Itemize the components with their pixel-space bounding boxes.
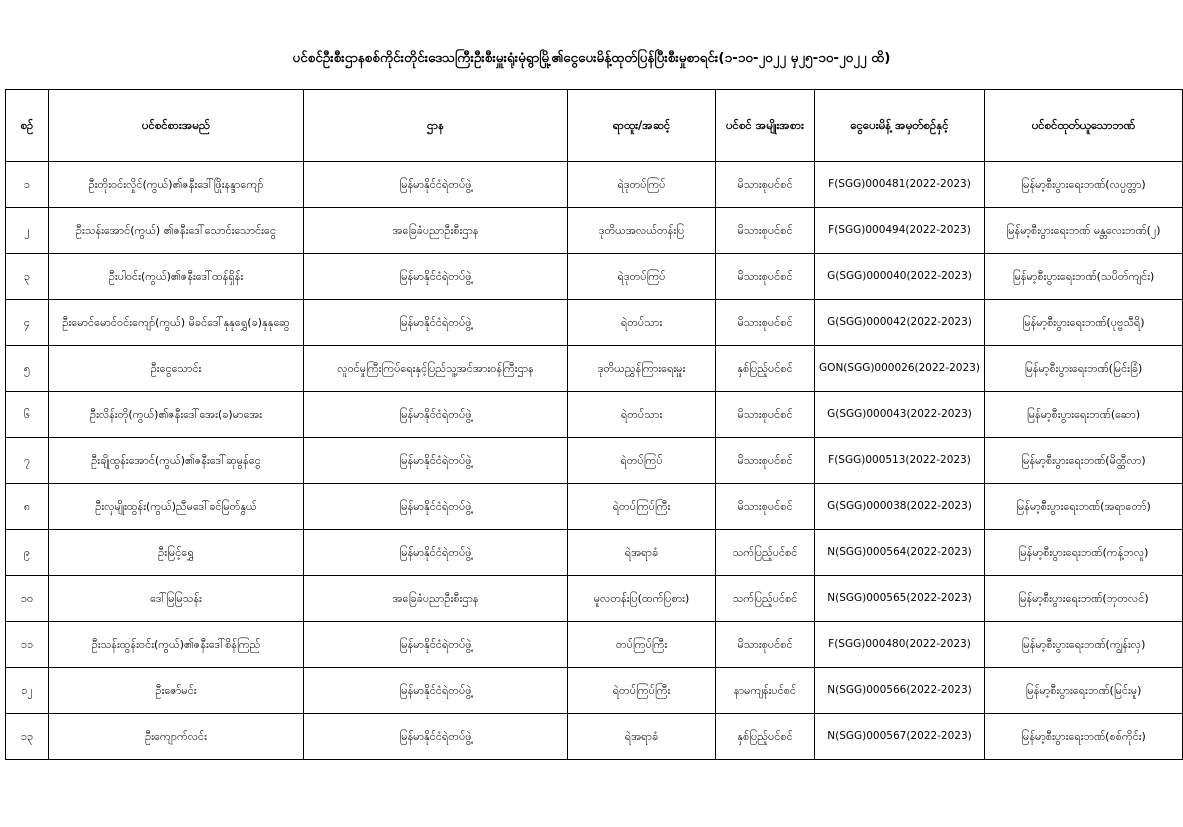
row-number-cell: ၃ xyxy=(6,254,49,300)
pensioner-name-cell: ဦးချိုထွန်းအောင်(ကွယ်)၏ဇနီးဒေါ်ဆုမွန်ငွေ xyxy=(49,438,304,484)
department-cell: မြန်မာနိုင်ငံရဲတပ်ဖွဲ့ xyxy=(304,484,568,530)
rank-cell: ဒုတိယညွှန်ကြားရေးမှူး xyxy=(568,346,716,392)
column-header-no: စဉ် xyxy=(6,90,49,162)
table-row xyxy=(6,714,1183,760)
rank-cell: ရဲတပ်ကြပ် xyxy=(568,438,716,484)
row-number-cell: ၈ xyxy=(6,484,49,530)
pensioner-name-cell: ဦးလှမျိုးထွန်း(ကွယ်)ညီမဒေါ်ခင်မြတ်နွယ် xyxy=(49,484,304,530)
row-number-cell: ၂ xyxy=(6,208,49,254)
pensioner-name-cell: ဒေါ်မြမြသန်း xyxy=(49,576,304,622)
pensioner-name-cell: ဦးသန်းအောင်(ကွယ်) ၏ဇနီးဒေါ်သောင်းသောင်းငွေ xyxy=(49,208,304,254)
pension-type-cell: မိသားစုပင်စင် xyxy=(716,438,815,484)
table-row xyxy=(6,622,1183,668)
pensioner-name-cell: ဦးမောင်မောင်ဝင်းကျော်(ကွယ်) မိခင်ဒေါ်နုနုရွှေ(ခ)နုနုဆွေ xyxy=(49,300,304,346)
rank-cell: ရဲတပ်ကြပ်ကြီး xyxy=(568,668,716,714)
pension-type-cell: မိသားစုပင်စင် xyxy=(716,484,815,530)
department-cell: မြန်မာနိုင်ငံရဲတပ်ဖွဲ့ xyxy=(304,438,568,484)
table-row xyxy=(6,484,1183,530)
bank-cell: မြန်မာ့စီးပွားရေးဘဏ်(မိတ္ထီလာ) xyxy=(985,438,1183,484)
order-number-cell: G(SGG)000038(2022-2023) xyxy=(815,484,985,530)
pensioner-name-cell: ဦးငွေသောင်း xyxy=(49,346,304,392)
order-number-cell: F(SGG)000513(2022-2023) xyxy=(815,438,985,484)
bank-cell: မြန်မာ့စီးပွားရေးဘဏ်(ဆော) xyxy=(985,392,1183,438)
row-number-cell: ၆ xyxy=(6,392,49,438)
order-number-cell: G(SGG)000042(2022-2023) xyxy=(815,300,985,346)
pensioner-name-cell: ဦးတိုးဝင်းလှိုင်(ကွယ်)၏ဇနီးဒေါ်ဖြိုးနန္ဒာကျော် xyxy=(49,162,304,208)
pensioner-name-cell: ဦးဇော်မင်း xyxy=(49,668,304,714)
rank-cell: ရဲတပ်သား xyxy=(568,392,716,438)
table-row xyxy=(6,530,1183,576)
table-header-row xyxy=(6,90,1183,162)
pension-type-cell: မိသားစုပင်စင် xyxy=(716,208,815,254)
table-row xyxy=(6,346,1183,392)
order-number-cell: GON(SGG)000026(2022-2023) xyxy=(815,346,985,392)
pensioner-name-cell: ဦးပါဝင်း(ကွယ်)၏ဇနီးဒေါ်ထန်ရှိန်း xyxy=(49,254,304,300)
bank-cell: မြန်မာ့စီးပွားရေးဘဏ်(အရာတော်) xyxy=(985,484,1183,530)
pensioner-name-cell: ဦးလိန်းတို(ကွယ်)၏ဇနီးဒေါ်အေး(ခ)မာအေး xyxy=(49,392,304,438)
pension-table xyxy=(5,89,1183,760)
rank-cell: တပ်ကြပ်ကြီး xyxy=(568,622,716,668)
order-number-cell: N(SGG)000565(2022-2023) xyxy=(815,576,985,622)
department-cell: မြန်မာနိုင်ငံရဲတပ်ဖွဲ့ xyxy=(304,714,568,760)
bank-cell: မြန်မာ့စီးပွားရေးဘဏ်(ပုဗ္ဗသီရိ) xyxy=(985,300,1183,346)
pension-type-cell: မိသားစုပင်စင် xyxy=(716,622,815,668)
pension-type-cell: သက်ပြည့်ပင်စင် xyxy=(716,576,815,622)
row-number-cell: ၁၁ xyxy=(6,622,49,668)
order-number-cell: G(SGG)000043(2022-2023) xyxy=(815,392,985,438)
department-cell: မြန်မာနိုင်ငံရဲတပ်ဖွဲ့ xyxy=(304,668,568,714)
pension-type-cell: နှစ်ပြည့်ပင်စင် xyxy=(716,346,815,392)
rank-cell: ဒုတိယအလယ်တန်းပြ xyxy=(568,208,716,254)
rank-cell: ရဲအရာခံ xyxy=(568,530,716,576)
department-cell: အခြေခံပညာဦးစီးဌာန xyxy=(304,208,568,254)
column-header-rank: ရာထူး/အဆင့် xyxy=(568,90,716,162)
rank-cell: မူလတန်းပြ(ထက်ပြစား) xyxy=(568,576,716,622)
bank-cell: မြန်မာ့စီးပွားရေးဘဏ်(သပိတ်ကျင်း) xyxy=(985,254,1183,300)
pensioner-name-cell: ဦးမြင့်ရွှေ xyxy=(49,530,304,576)
order-number-cell: F(SGG)000481(2022-2023) xyxy=(815,162,985,208)
pension-type-cell: နာမကျန်းပင်စင် xyxy=(716,668,815,714)
row-number-cell: ၄ xyxy=(6,300,49,346)
bank-cell: မြန်မာ့စီးပွားရေးဘဏ် မန္တလေးဘဏ်(၂) xyxy=(985,208,1183,254)
rank-cell: ရဲဒုတပ်ကြပ် xyxy=(568,162,716,208)
order-number-cell: F(SGG)000494(2022-2023) xyxy=(815,208,985,254)
department-cell: မြန်မာနိုင်ငံရဲတပ်ဖွဲ့ xyxy=(304,392,568,438)
row-number-cell: ၁၀ xyxy=(6,576,49,622)
table-body xyxy=(6,162,1183,760)
column-header-order-number: ငွေပေးမိန့် အမှတ်စဉ်နှင့် xyxy=(815,90,985,162)
order-number-cell: N(SGG)000564(2022-2023) xyxy=(815,530,985,576)
row-number-cell: ၁ xyxy=(6,162,49,208)
table-row xyxy=(6,668,1183,714)
pension-type-cell: သက်ပြည့်ပင်စင် xyxy=(716,530,815,576)
department-cell: မြန်မာနိုင်ငံရဲတပ်ဖွဲ့ xyxy=(304,622,568,668)
table-row xyxy=(6,576,1183,622)
department-cell: အခြေခံပညာဦးစီးဌာန xyxy=(304,576,568,622)
row-number-cell: ၁၃ xyxy=(6,714,49,760)
row-number-cell: ၅ xyxy=(6,346,49,392)
rank-cell: ရဲတပ်ကြပ်ကြီး xyxy=(568,484,716,530)
column-header-pension-type: ပင်စင် အမျိုးအစား xyxy=(716,90,815,162)
department-cell: မြန်မာနိုင်ငံရဲတပ်ဖွဲ့ xyxy=(304,254,568,300)
order-number-cell: F(SGG)000480(2022-2023) xyxy=(815,622,985,668)
pension-type-cell: မိသားစုပင်စင် xyxy=(716,300,815,346)
page-title: ပင်စင်ဦးစီးဌာနစစ်ကိုင်းတိုင်းဒေသကြီးဦးစီးမှူးရုံးမုံရွာမြို့၏ငွေပေးမိန့်ထုတ်ပြန်ပြီးစီးမှုစာရင်း(၁-၁၀-၂၀၂၂ မှ၂၅-၁၀-၂၀၂၂ ထိ) xyxy=(292,50,891,66)
pension-type-cell: နှစ်ပြည့်ပင်စင် xyxy=(716,714,815,760)
pension-type-cell: မိသားစုပင်စင် xyxy=(716,392,815,438)
bank-cell: မြန်မာ့စီးပွားရေးဘဏ်(မြင်းခြံ) xyxy=(985,346,1183,392)
table-row xyxy=(6,208,1183,254)
table-row xyxy=(6,438,1183,484)
table-row xyxy=(6,300,1183,346)
department-cell: မြန်မာနိုင်ငံရဲတပ်ဖွဲ့ xyxy=(304,162,568,208)
order-number-cell: G(SGG)000040(2022-2023) xyxy=(815,254,985,300)
order-number-cell: N(SGG)000566(2022-2023) xyxy=(815,668,985,714)
rank-cell: ရဲအရာခံ xyxy=(568,714,716,760)
table-row xyxy=(6,162,1183,208)
row-number-cell: ၁၂ xyxy=(6,668,49,714)
rank-cell: ရဲတပ်သား xyxy=(568,300,716,346)
column-header-bank: ပင်စင်ထုတ်ယူသောဘဏ် xyxy=(985,90,1183,162)
bank-cell: မြန်မာ့စီးပွားရေးဘဏ်(စစ်ကိုင်း) xyxy=(985,714,1183,760)
department-cell: မြန်မာနိုင်ငံရဲတပ်ဖွဲ့ xyxy=(304,300,568,346)
table-row xyxy=(6,392,1183,438)
table-row xyxy=(6,254,1183,300)
pensioner-name-cell: ဦးကျောက်လင်း xyxy=(49,714,304,760)
department-cell: မြန်မာနိုင်ငံရဲတပ်ဖွဲ့ xyxy=(304,530,568,576)
pensioner-name-cell: ဦးသန်းထွန်းဝင်း(ကွယ်)၏ဇနီးဒေါ်စိန်ကြည် xyxy=(49,622,304,668)
bank-cell: မြန်မာ့စီးပွားရေးဘဏ်(မြင်းမူ) xyxy=(985,668,1183,714)
column-header-name: ပင်စင်စားအမည် xyxy=(49,90,304,162)
department-cell: လူဝင်မှုကြီးကြပ်ရေးနှင့်ပြည်သူ့အင်အားဝန်ကြီးဌာန xyxy=(304,346,568,392)
order-number-cell: N(SGG)000567(2022-2023) xyxy=(815,714,985,760)
rank-cell: ရဲဒုတပ်ကြပ် xyxy=(568,254,716,300)
bank-cell: မြန်မာ့စီးပွားရေးဘဏ်(လပ္ပတ္တာ) xyxy=(985,162,1183,208)
bank-cell: မြန်မာ့စီးပွားရေးဘဏ်(ကန့်ဘလူ) xyxy=(985,530,1183,576)
bank-cell: မြန်မာ့စီးပွားရေးဘဏ်(ကျွန်းလှ) xyxy=(985,622,1183,668)
pension-type-cell: မိသားစုပင်စင် xyxy=(716,162,815,208)
column-header-department: ဌာန xyxy=(304,90,568,162)
pension-type-cell: မိသားစုပင်စင် xyxy=(716,254,815,300)
row-number-cell: ၇ xyxy=(6,438,49,484)
bank-cell: မြန်မာ့စီးပွားရေးဘဏ်(ဘုတလင်) xyxy=(985,576,1183,622)
row-number-cell: ၉ xyxy=(6,530,49,576)
